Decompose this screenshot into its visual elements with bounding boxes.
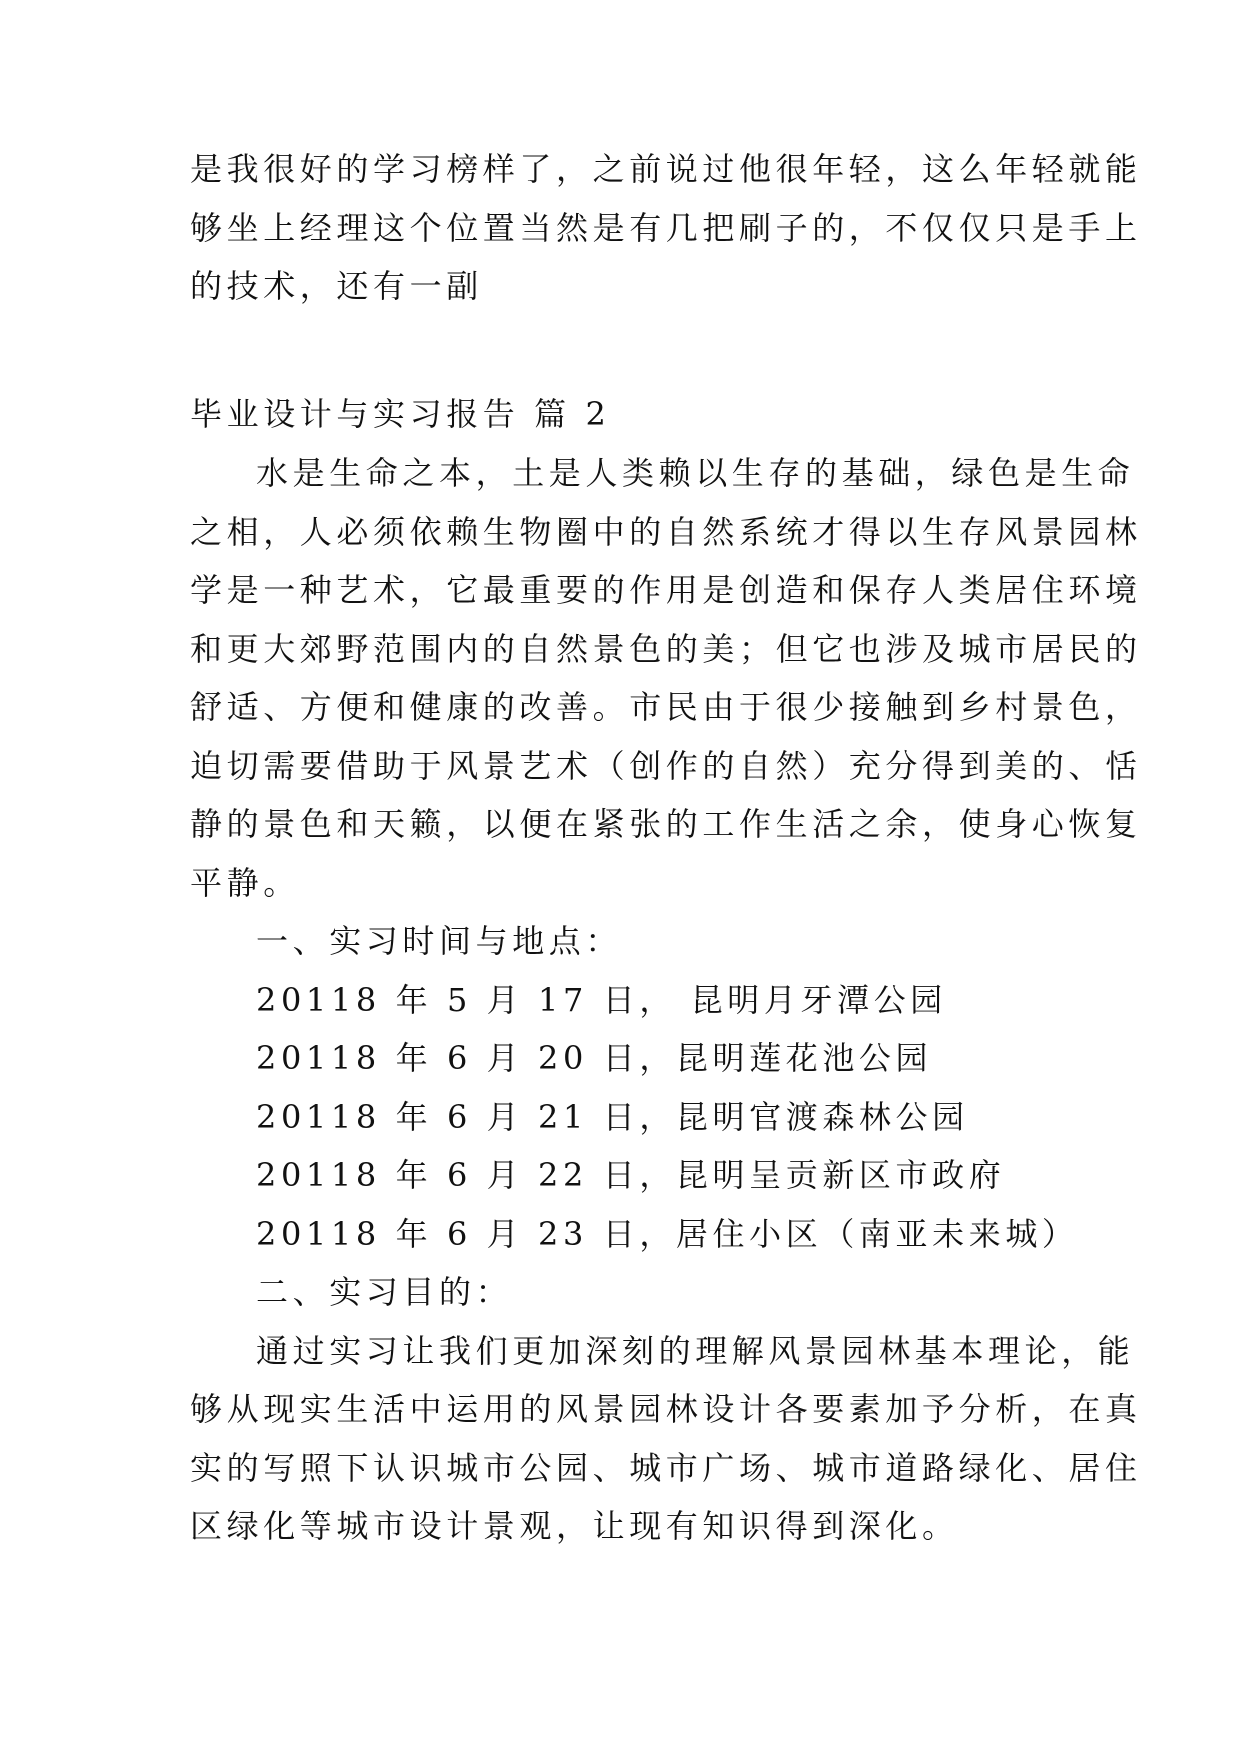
schedule-line: 20118 年 6 月 21 日，昆明官渡森林公园 <box>256 1097 969 1136</box>
text-line: 静的景色和天籁，以便在紧张的工作生活之余，使身心恢复 <box>190 805 1142 843</box>
text-line: 和更大郊野范围内的自然景色的美；但它也涉及城市居民的 <box>190 629 1142 668</box>
section-title-text: 毕业设计与实习报告 篇 2 <box>190 395 611 433</box>
schedule-line: 20118 年 6 月 22 日，昆明呈贡新区市政府 <box>256 1156 1006 1194</box>
text-line: 平静。 <box>190 863 300 902</box>
text-line: 迫切需要借助于风景艺术（创作的自然）充分得到美的、恬 <box>190 746 1142 785</box>
text-line: 学是一种艺术，它最重要的作用是创造和保存人类居住环境 <box>190 571 1142 609</box>
text-line: 之相，人必须依赖生物圈中的自然系统才得以生存风景园林 <box>190 512 1142 551</box>
text-line: 够坐上经理这个位置当然是有几把刷子的，不仅仅只是手上 <box>190 208 1142 247</box>
text-line: 水是生命之本，土是人类赖以生存的基础，绿色是生命 <box>256 454 1135 492</box>
heading-purpose: 二、实习目的： <box>256 1273 513 1311</box>
text-line: 是我很好的学习榜样了，之前说过他很年轻，这么年轻就能 <box>190 150 1142 188</box>
text-line: 的技术，还有一副 <box>190 267 483 305</box>
section-title <box>190 385 1070 444</box>
text-line: 区绿化等城市设计景观，让现有知识得到深化。 <box>190 1507 959 1545</box>
continuation-paragraph <box>190 140 1142 316</box>
text-line: 够从现实生活中运用的风景园林设计各要素加予分析，在真 <box>190 1390 1142 1428</box>
text-line: 实的写照下认识城市公园、城市广场、城市道路绿化、居住 <box>190 1448 1142 1487</box>
intro-paragraph <box>190 444 1142 1556</box>
text-line: 舒适、方便和健康的改善。市民由于很少接触到乡村景色， <box>190 688 1142 726</box>
heading-time-place: 一、实习时间与地点： <box>256 922 623 960</box>
schedule-line: 20118 年 6 月 23 日，居住小区（南亚未来城） <box>256 1214 1079 1253</box>
schedule-line: 20118 年 5 月 17 日， 昆明月牙潭公园 <box>256 980 947 1019</box>
text-line: 通过实习让我们更加深刻的理解风景园林基本理论，能 <box>256 1331 1135 1370</box>
schedule-line: 20118 年 6 月 20 日，昆明莲花池公园 <box>256 1039 933 1077</box>
